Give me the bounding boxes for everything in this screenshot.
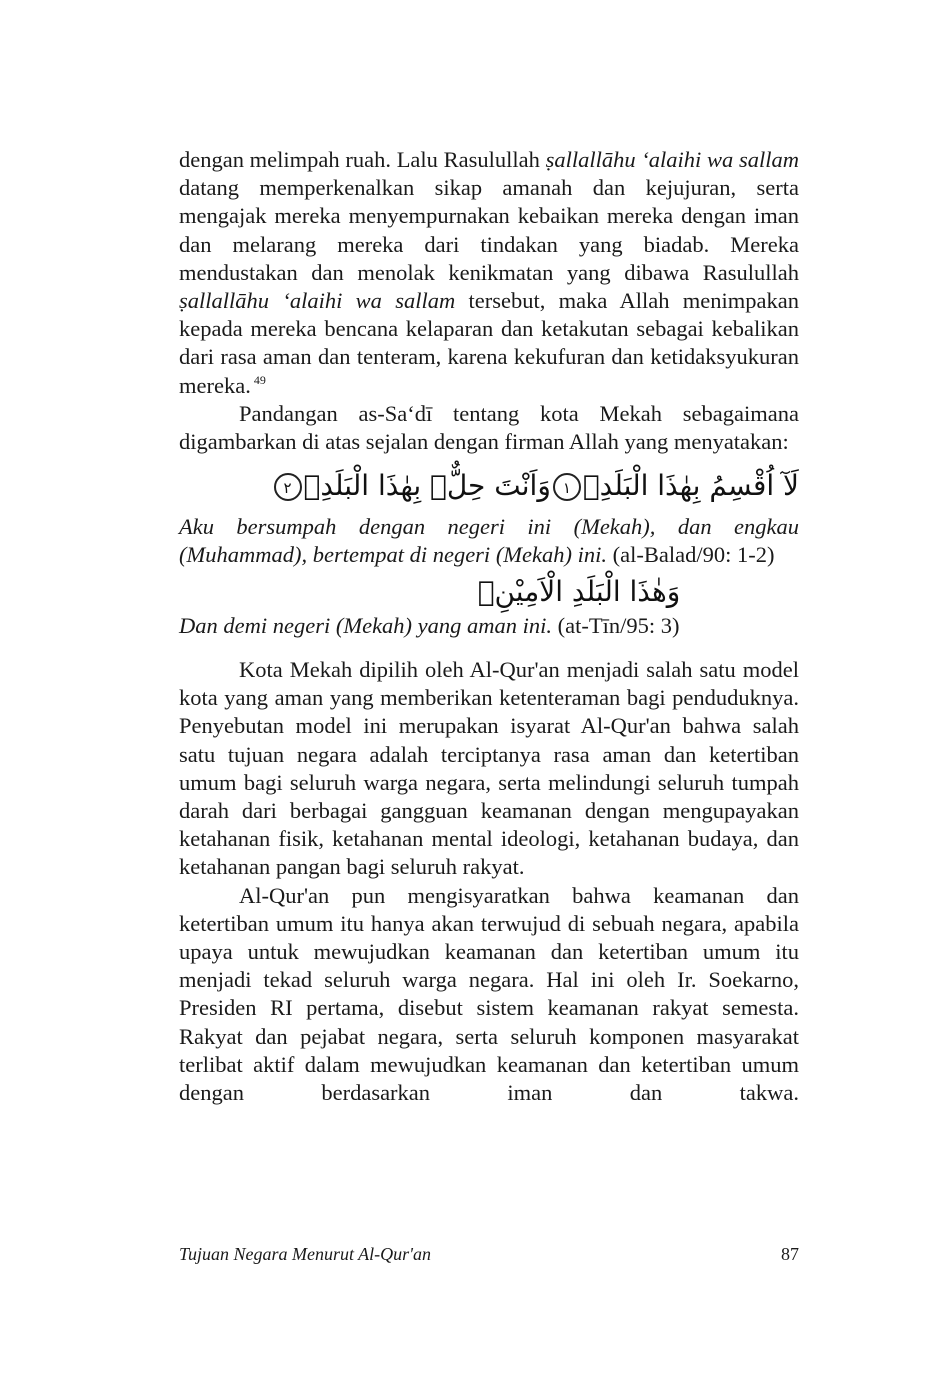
footnote-marker[interactable]: 49 (253, 373, 266, 388)
quran-verse-al-balad (179, 469, 799, 503)
verse-1-reference: (al-Balad/90: 1-2) (612, 542, 775, 568)
verse-1-translation (179, 513, 799, 569)
quran-verse-at-tin (179, 574, 799, 608)
page-number: 87 (781, 1244, 799, 1264)
salawat-phrase-2: ṣallallāhu ‘alaihi wa sallam (179, 288, 456, 314)
ayah-number-marker: ١ (553, 473, 581, 501)
paragraph-3: Kota Mekah dipilih oleh Al-Qur'an menjadi salah satu model kota yang aman yang memberikan ketenteraman bagi penduduknya. Penyebutan model ini merupakan isyarat Al-Qur'an bahwa salah satu tujuan negara adalah terciptanya rasa aman dan ketertiban umum bagi seluruh warga negara, serta melindungi seluruh tumpah darah dari berbagai gangguan keamanan dengan mengupayakan ketahanan fisik, ketahanan mental ideologi, ketahanan budaya, dan ketahanan pangan bagi seluruh rakyat. (179, 657, 799, 880)
ayah-number-marker: ٢ (274, 473, 302, 501)
verse-2-translation-text: Dan demi negeri (Mekah) yang aman ini. (179, 612, 553, 638)
running-title: Tujuan Negara Menurut Al-Qur'an (179, 1244, 432, 1264)
paragraph-4: Al-Qur'an pun mengisyaratkan bahwa keamanan dan ketertiban umum itu hanya akan terwujud di sebuah negara, apabila upaya untuk mewujudkan keamanan dan ketertiban umum itu menjadi tekad seluruh warga negara. Hal ini oleh Ir. Soekarno, Presiden RI pertama, disebut sistem keamanan rakyat semesta. Rakyat dan pejabat negara, serta seluruh komponen masyarakat terlibat aktif dalam mewujudkan keamanan dan ketertiban umum dengan berdasarkan iman dan takwa. (179, 882, 799, 1106)
paragraph-1-lead: dengan melimpah ruah. Lalu Rasulullah (179, 147, 546, 172)
verse-1-translation-text: Aku bersumpah dengan negeri ini (Mekah), dan engkau (Muhammad), bertempat di negeri (Mekah) ini. (179, 514, 799, 568)
verse-2-reference: (at-Tīn/95: 3) (557, 612, 680, 638)
paragraph-1-mid: datang memperkenalkan sikap amanah dan kejujuran, serta mengajak mereka menyempurnakan kebaikan mereka dengan iman dan melarang mereka dari tindakan yang biadab. Mereka mendustakan dan menolak kenikmatan yang dibawa Rasulullah (179, 175, 799, 285)
paragraph-1-tail: tersebut, maka Allah menimpakan kepada mereka bencana kelaparan dan ketakutan sebagai kebalikan dari rasa aman dan tenteram, karena kekufuran dan ketidaksyukuran mereka. (179, 288, 799, 398)
ayah-1-text: لَآ اُقْسِمُ بِهٰذَا الْبَلَدِۙ (582, 469, 799, 503)
verse-2-translation (179, 612, 799, 640)
ayah-2-text: وَاَنْتَ حِلٌّۢ بِهٰذَا الْبَلَدِۙ (303, 469, 551, 503)
salawat-phrase-1: ṣallallāhu ‘alaihi wa sallam (545, 147, 799, 172)
paragraph-1 (179, 146, 799, 400)
paragraph-2: Pandangan as-Sa‘dī tentang kota Mekah sebagaimana digambarkan di atas sejalan dengan firman Allah yang menyatakan: (179, 400, 799, 455)
ayah-text: وَهٰذَا الْبَلَدِ الْاَمِيْنِۙ (477, 574, 681, 608)
page-footer (179, 1244, 799, 1265)
page-body (179, 146, 799, 1107)
